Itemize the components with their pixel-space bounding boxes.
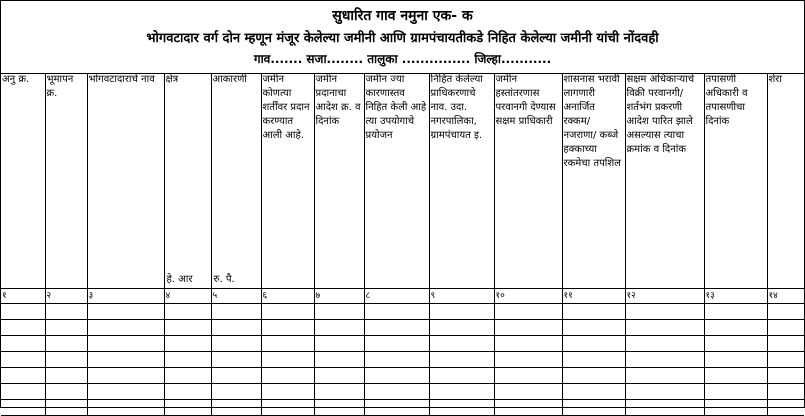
blank-cell <box>261 320 314 336</box>
col-serial-header: अनु क्र. <box>1 73 45 289</box>
col-number: १० <box>494 289 562 304</box>
blank-cell <box>625 368 704 384</box>
col-remarks-header: शेरा <box>767 73 804 289</box>
col-purpose-header: जमीन ज्या कारणास्तव निहित केली आहे त्या उपयोगाचे प्रयोजन <box>364 73 429 289</box>
blank-cell <box>767 336 804 352</box>
col-number: ५ <box>211 289 261 304</box>
blank-cell <box>164 352 211 368</box>
blank-cell <box>87 304 164 320</box>
blank-cell <box>164 304 211 320</box>
blank-cell <box>1 304 45 320</box>
blank-cell <box>1 320 45 336</box>
blank-entry-row <box>1 384 804 400</box>
blank-cell <box>211 336 261 352</box>
blank-cell <box>45 336 87 352</box>
location-line: गाव....... सजा........ तालुका ............... जिल्हा........... <box>253 52 552 66</box>
col-number: ९ <box>429 289 494 304</box>
blank-cell <box>767 304 804 320</box>
blank-rows <box>1 304 804 416</box>
blank-cell <box>87 320 164 336</box>
blank-cell <box>494 368 562 384</box>
col-number: ४ <box>164 289 211 304</box>
blank-cell <box>314 336 364 352</box>
blank-cell <box>261 352 314 368</box>
blank-cell <box>364 384 429 400</box>
blank-cell <box>429 384 494 400</box>
col-number: १ <box>1 289 45 304</box>
blank-cell <box>704 304 767 320</box>
blank-cell <box>261 336 314 352</box>
col-number: २ <box>45 289 87 304</box>
assessment-unit: रु. पै. <box>213 274 235 285</box>
blank-cell <box>494 384 562 400</box>
blank-cell <box>45 368 87 384</box>
blank-cell <box>314 320 364 336</box>
blank-cell <box>562 336 625 352</box>
register-table <box>1 73 804 416</box>
col-sale-permission-header: सक्षम अधिकाऱ्याचे विक्री परवानगी/ शर्तभंग प्रकरणी आदेश पारित झाले असल्यास त्याचा क्रमांक व दिनांक <box>625 73 704 289</box>
col-number: १३ <box>704 289 767 304</box>
blank-cell <box>704 352 767 368</box>
col-conditions-header: जमीन कोणत्या शर्तींवर प्रदान करण्यात आली आहे. <box>261 73 314 289</box>
blank-cell <box>364 368 429 384</box>
blank-cell <box>45 384 87 400</box>
blank-cell <box>314 368 364 384</box>
blank-cell <box>429 352 494 368</box>
blank-entry-row <box>1 368 804 384</box>
blank-cell <box>164 368 211 384</box>
blank-cell <box>211 384 261 400</box>
blank-cell <box>1 352 45 368</box>
blank-cell <box>562 304 625 320</box>
blank-cell <box>562 384 625 400</box>
blank-cell <box>625 384 704 400</box>
blank-cell <box>364 336 429 352</box>
blank-cell <box>767 368 804 384</box>
blank-cell <box>211 368 261 384</box>
blank-cell <box>704 320 767 336</box>
blank-cell <box>625 352 704 368</box>
blank-cell <box>164 320 211 336</box>
blank-cell <box>164 336 211 352</box>
register-title: भोगवटादार वर्ग दोन म्हणून मंजूर केलेल्या जमीनी आणि ग्रामपंचायतीकडे निहित केलेल्या जमीनी यांची नोंदवही <box>146 31 659 46</box>
blank-cell <box>314 304 364 320</box>
blank-cell <box>625 320 704 336</box>
blank-cell <box>45 352 87 368</box>
blank-cell <box>704 384 767 400</box>
blank-cell <box>1 384 45 400</box>
blank-cell <box>87 368 164 384</box>
blank-cell <box>767 384 804 400</box>
col-payment-details-header: शासनास भरावी लागणारी अनार्जित रक्कम/ नजराणा/ कब्जे हक्काच्या रकमेचा तपशिल <box>562 73 625 289</box>
header-row <box>1 73 804 289</box>
blank-cell <box>429 368 494 384</box>
blank-entry-row <box>1 320 804 336</box>
blank-cell <box>562 352 625 368</box>
blank-cell <box>164 384 211 400</box>
col-grant-order-header: जमीन प्रदानाचा आदेश क्र. व दिनांक <box>314 73 364 289</box>
blank-cell <box>704 336 767 352</box>
blank-cell <box>494 320 562 336</box>
blank-cell <box>494 336 562 352</box>
blank-cell <box>87 384 164 400</box>
col-number: ६ <box>261 289 314 304</box>
blank-entry-row <box>1 352 804 368</box>
form-title: सुधारित गाव नमुना एक- क <box>332 8 473 24</box>
blank-cell <box>429 304 494 320</box>
blank-cell <box>429 320 494 336</box>
col-number: १४ <box>767 289 804 304</box>
blank-cell <box>767 320 804 336</box>
col-number: ७ <box>314 289 364 304</box>
blank-cell <box>1 368 45 384</box>
blank-cell <box>364 320 429 336</box>
col-holder-name-header: भोगवटादाराचे नाव <box>87 73 164 289</box>
col-assessment-header: आकारणी रु. पै. <box>211 73 261 289</box>
blank-cell <box>494 304 562 320</box>
column-number-row <box>1 289 804 304</box>
blank-cell <box>87 352 164 368</box>
blank-cell <box>314 352 364 368</box>
col-number: ३ <box>87 289 164 304</box>
blank-cell <box>494 352 562 368</box>
area-unit: हे. आर <box>166 274 193 285</box>
col-number: १२ <box>625 289 704 304</box>
title-block <box>1 1 804 74</box>
col-survey-no-header: भूमापन क्र. <box>45 73 87 289</box>
col-number: ११ <box>562 289 625 304</box>
blank-entry-row <box>1 336 804 352</box>
blank-cell <box>211 352 261 368</box>
blank-cell <box>364 352 429 368</box>
col-authority-header: निहित केलेल्या प्राधिकरणाचे नाव. उदा. नगरपालिका, ग्रामपंचायत इ. <box>429 73 494 289</box>
blank-cell <box>261 368 314 384</box>
col-inspection-header: तपासणी अधिकारी व तपासणीचा दिनांक <box>704 73 767 289</box>
blank-cell <box>211 304 261 320</box>
blank-cell <box>562 320 625 336</box>
blank-cell <box>261 384 314 400</box>
blank-cell <box>211 320 261 336</box>
blank-cell <box>1 336 45 352</box>
blank-cell <box>625 336 704 352</box>
blank-cell <box>314 384 364 400</box>
blank-cell <box>261 304 314 320</box>
blank-cell <box>767 352 804 368</box>
col-competent-authority-header: जमीन हस्तांतरणास परवानगी देण्यास सक्षम प्राधिकारी <box>494 73 562 289</box>
blank-entry-row <box>1 304 804 320</box>
blank-cell <box>625 304 704 320</box>
col-number: ८ <box>364 289 429 304</box>
blank-cell <box>45 320 87 336</box>
blank-cell <box>562 368 625 384</box>
blank-cell <box>704 368 767 384</box>
blank-cell <box>45 304 87 320</box>
blank-cell <box>429 336 494 352</box>
col-area-header: क्षेत्र हे. आर <box>164 73 211 289</box>
blank-cell <box>364 304 429 320</box>
blank-cell <box>87 336 164 352</box>
